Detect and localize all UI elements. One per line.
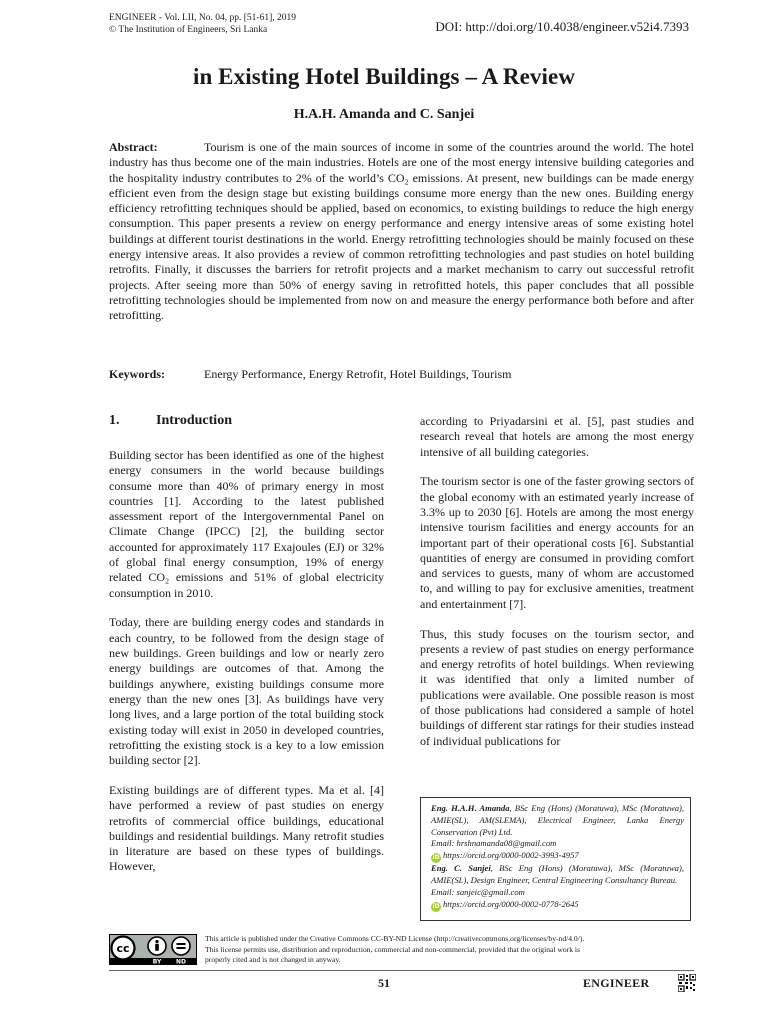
copyright-line: © The Institution of Engineers, Sri Lanka	[109, 25, 268, 35]
license-line: This article is published under the Creative Commons CC-BY-ND License (http://creativecommons.org/licenses/by-nd/4.0/).	[205, 934, 585, 943]
left-column	[109, 448, 384, 889]
cc-by-nd-badge-icon[interactable]	[109, 934, 197, 965]
author1-info	[431, 803, 684, 838]
right-column	[420, 414, 694, 763]
author2-orcid-link[interactable]: https://orcid.org/0000-0002-0778-2645	[443, 898, 579, 909]
author2-name: Eng. C. Sanjei	[431, 863, 491, 874]
paragraph: Thus, this study focuses on the tourism sector, and presents a review of past studies on energy performance and energy retrofits of hotel buildings. When reviewing it was identified that only a limited number of publications were available. One possible reason is most of those publications had considered a sample of hotel buildings of different star ratings for their studies instead of individual publications for	[420, 626, 694, 748]
license-line: This license permits use, distribution and reproduction, commercial and non-commercial, provided that the original work is	[205, 944, 580, 954]
section-heading	[109, 413, 232, 429]
license-notice	[205, 934, 705, 966]
paper-title: in Existing Hotel Buildings – A Review	[192, 64, 576, 89]
paper-authors: H.A.H. Amanda and C. Sanjei	[293, 107, 475, 122]
abstract-text: Tourism is one of the main sources of income in some of the countries around the world. The hotel industry has thus become one of the main industries. Hotels are one of the most energy intensive building categories and the hospitality industry contributes to 2% of the world’s CO₂ emissions. At present, new buildings can be made energy efficient even from the design stage but existing buildings consume more energy than the new ones. Building energy efficiency retrofitting techniques should be applied, based on economics, to existing buildings to reduce the high energy consumption. This paper presents a review on energy performance and energy intensive areas of some existing hotel buildings at different tourist destinations in the world. Energy retrofitting technologies should be mainly focused on these energy intensive areas. It also provides a review of common retrofitting technologies and past studies on hotel building retrofits. Finally, it discusses the barriers for retrofit projects and a market mechanism to carry out successful retrofit projects. After seeing more than 50% of energy saving in retrofitted hotels, this paper concludes that all possible retrofitting technologies should be implemented from now on and measure the energy performance both before and after retrofitting.	[109, 140, 694, 323]
paragraph: Today, there are building energy codes and standards in each country, to be followed from the design stage of new buildings. Green buildings and low or nearly zero energy buildings are outcomes of that. Among the buildings anywhere, existing buildings consume more energy than the new ones [3]. As buildings have very long lives, and a large portion of the total building stock existing today will exist in 2050 in developed countries, retrofitting the existing stock is a key to a low emission building sector [2].	[109, 615, 384, 768]
keywords-label: Keywords:	[109, 367, 165, 381]
author1-orcid[interactable]	[431, 850, 684, 863]
journal-header	[109, 12, 296, 36]
footer-divider	[109, 970, 694, 971]
paragraph: Existing buildings are of different types. Ma et al. [4] have performed a review of past studies on energy retrofits of commercial office buildings, educational buildings and residential buildings. Many retrofit studies in literature are based on these types of buildings. However,	[109, 782, 384, 874]
orcid-icon: iD	[432, 854, 440, 862]
qr-code-icon	[678, 974, 696, 992]
author2-email[interactable]: Email: sanjeic@gmail.com	[431, 886, 525, 897]
abstract	[109, 140, 694, 324]
paragraph: The tourism sector is one of the faster growing sectors of the global economy with an estimated yearly increase of 3.3% up to 2030 [6]. Hotels are among the most energy intensive tourism facilities and energy accounts for an important part of their operational costs [6]. Substantial quantities of energy are consumed in providing comfort and services to guests, many of whom are accustomed to, and willing to pay for exclusive amenities, treatment and entertainment [7].	[420, 474, 694, 611]
author1-orcid-link[interactable]: https://orcid.org/0000-0002-3993-4957	[443, 850, 579, 861]
paragraph: according to Priyadarsini et al. [5], past studies and research reveal that hotels are among the most energy intensive of all building categories.	[420, 414, 694, 459]
author1-email[interactable]: Email: hrshnamanda08@gmail.com	[431, 838, 557, 849]
paragraph: Building sector has been identified as one of the highest energy consumers in the world because buildings consume more than 40% of primary energy in most countries [1]. According to the latest published assessment report of the Intergovernmental Panel on Climate Change (IPCC) [2], the building sector accounted for approximately 117 Exajoules (EJ) or 32% of global final energy consumption, 19% of energy related CO₂ emissions and 51% of global electricity consumption in 2010.	[109, 448, 384, 600]
page-number: 51	[378, 976, 390, 990]
orcid-icon: iD	[432, 902, 440, 910]
abstract-label: Abstract:	[109, 140, 158, 154]
keywords	[109, 367, 694, 382]
author2-details: , BSc Eng (Hons) (Moratuwa), MSc (Moratuwa), AMIE(SL), Design Engineer, Central Engineering Consultancy Bureau.	[431, 863, 684, 885]
keywords-text: Energy Performance, Energy Retrofit, Hotel Buildings, Tourism	[204, 367, 512, 381]
license-line: properly cited and is not changed in anyway.	[205, 955, 341, 964]
author1-details: , BSc Eng (Hons) (Moratuwa), MSc (Moratuwa), AMIE(SL), AM(SLEMA), Electrical Engineer, Lanka Energy Conservation (Pvt) Ltd.	[431, 803, 684, 837]
section-title: Introduction	[156, 413, 232, 428]
journal-name: ENGINEER	[583, 976, 650, 990]
section-number: 1.	[109, 413, 120, 428]
doi-link[interactable]: DOI: http://doi.org/10.4038/engineer.v52i4.7393	[435, 19, 689, 34]
author2-orcid[interactable]	[431, 899, 684, 912]
author1-name: Eng. H.A.H. Amanda	[431, 803, 510, 813]
cc-text: cc	[116, 942, 130, 955]
author2-info	[431, 863, 684, 887]
nd-text: ND	[175, 958, 187, 965]
by-text: BY	[152, 958, 162, 965]
author-info-box	[420, 797, 691, 921]
journal-citation: ENGINEER - Vol. LII, No. 04, pp. [51-61], 2019	[109, 13, 296, 23]
